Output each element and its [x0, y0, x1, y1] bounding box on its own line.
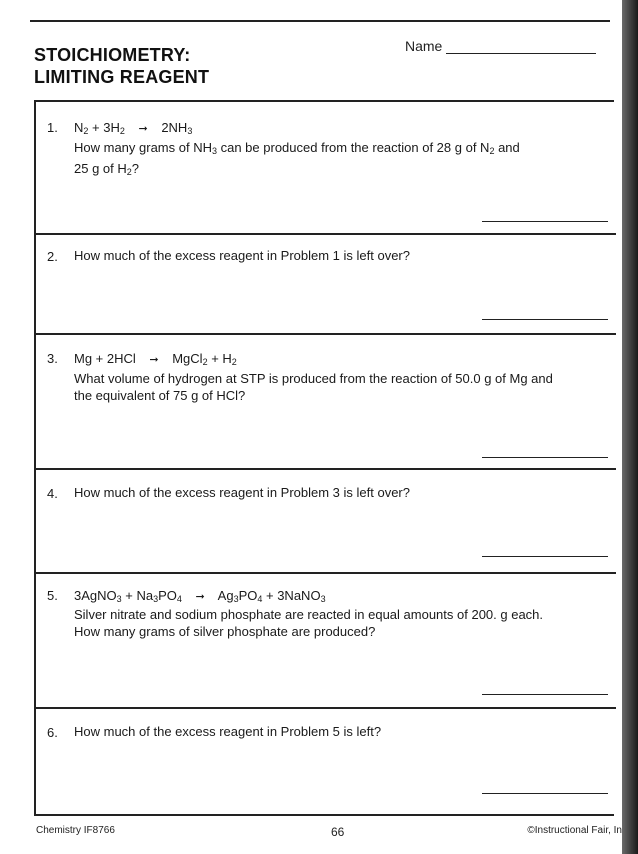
problem-number: 4.	[47, 486, 58, 501]
problem-3	[36, 335, 616, 470]
title-line-2: LIMITING REAGENT	[34, 67, 210, 87]
problem-number: 1.	[47, 120, 58, 135]
problem-6	[36, 709, 616, 814]
problem-1	[36, 102, 616, 235]
problem-text: How many grams of $NH_3$ can be produced from the reaction of 28 g of $N_2$ and 25 g of $H_2$?	[74, 140, 520, 177]
problem-equation: $N_2 + 3H_2$ ➞ $2NH_3$	[74, 120, 193, 136]
problem-number: 6.	[47, 725, 58, 740]
problem-4	[36, 470, 616, 574]
problem-text: How much of the excess reagent in Problem 1 is left over?	[74, 248, 410, 263]
problem-equation: 3AgNO$_3$ + $Na_3PO_4$ ➞ $Ag_3PO_4$ + 3NaNO$_3$	[74, 588, 326, 604]
problem-text: How much of the excess reagent in Problem 3 is left over?	[74, 485, 410, 500]
answer-line[interactable]	[482, 555, 608, 557]
footer-book-code: Chemistry IF8766	[36, 825, 115, 836]
name-label: Name	[405, 38, 443, 54]
name-field	[405, 38, 596, 54]
problem-text: What volume of hydrogen at STP is produced from the reaction of 50.0 g of Mg and the equivalent of 75 g of HCl?	[74, 371, 553, 403]
footer-page-number: 66	[331, 825, 345, 839]
top-rule	[30, 20, 610, 22]
answer-line[interactable]	[482, 318, 608, 320]
answer-line[interactable]	[482, 220, 608, 222]
problem-number: 5.	[47, 588, 58, 603]
problem-sheet	[34, 100, 614, 816]
page-edge-shadow	[622, 0, 638, 854]
answer-line[interactable]	[482, 792, 608, 794]
problem-equation: Mg + 2HCl ➞ MgCl$_2$ + $H_2$	[74, 351, 237, 367]
problem-number: 2.	[47, 249, 58, 264]
answer-line[interactable]	[482, 693, 608, 695]
name-answer-line[interactable]	[446, 39, 596, 54]
problem-text: How much of the excess reagent in Problem 5 is left?	[74, 724, 382, 739]
problem-text: Silver nitrate and sodium phosphate are reacted in equal amounts of 200. g each. How many grams of silver phosphate are produced?	[74, 607, 544, 639]
problem-number: 3.	[47, 351, 58, 366]
problem-2	[36, 235, 616, 335]
problem-5	[36, 574, 616, 709]
answer-line[interactable]	[482, 456, 608, 458]
footer-publisher: ©Instructional Fair, In	[527, 825, 622, 836]
page-title	[34, 44, 209, 88]
title-line-1: STOICHIOMETRY:	[34, 45, 191, 65]
